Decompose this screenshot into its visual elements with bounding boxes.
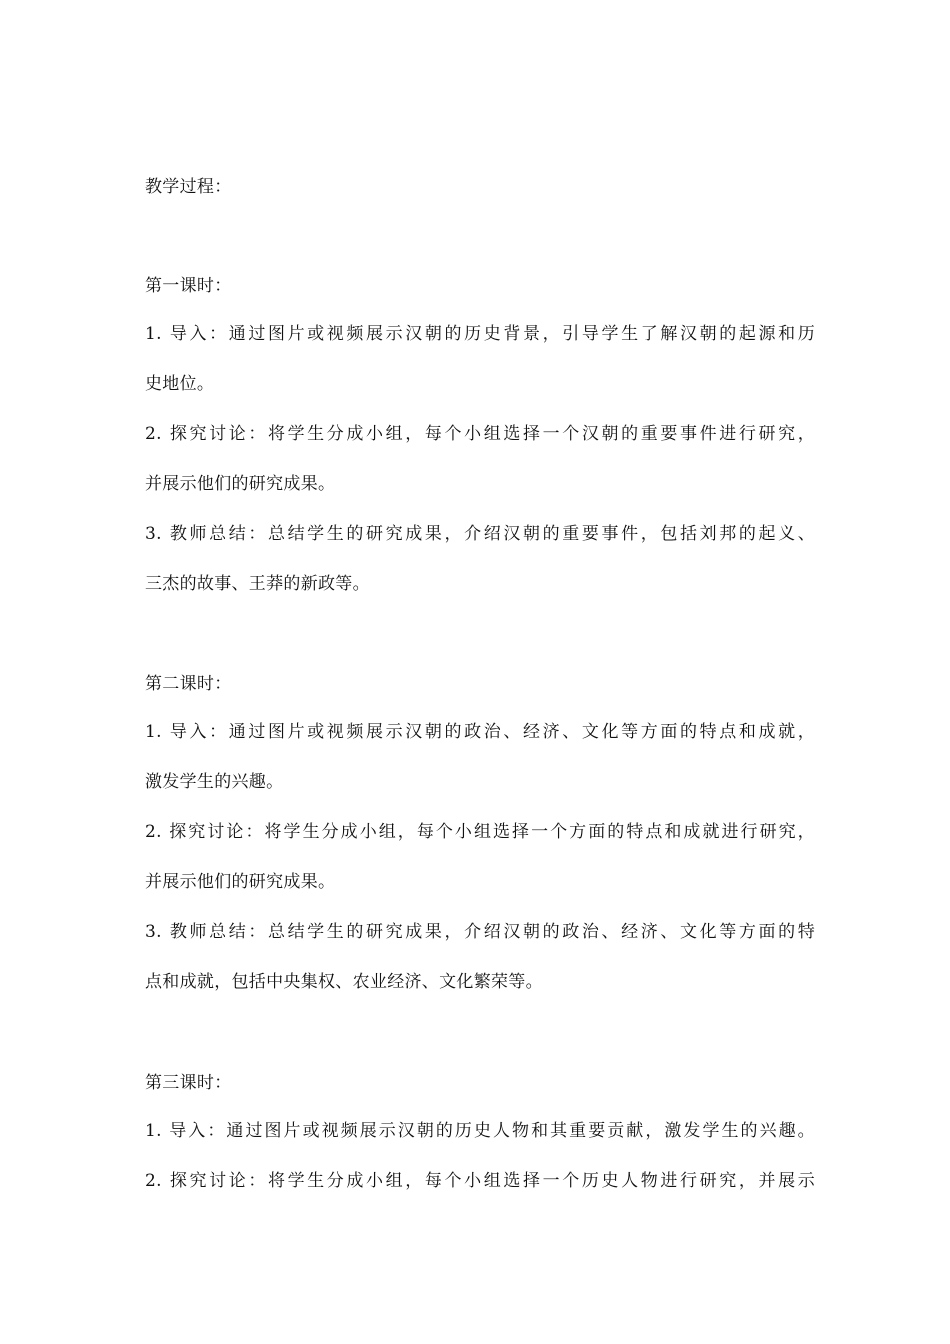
lesson-2-item-1-line-2: 激发学生的兴趣。 xyxy=(145,772,284,792)
lesson-2-item-1-line-1: 1. 导入：通过图片或视频展示汉朝的政治、经济、文化等方面的特点和成就， xyxy=(145,722,815,742)
lesson-2-item-3-line-2: 点和成就，包括中央集权、农业经济、文化繁荣等。 xyxy=(145,972,543,992)
lesson-1-item-1-line-1: 1. 导入：通过图片或视频展示汉朝的历史背景，引导学生了解汉朝的起源和历 xyxy=(145,324,815,344)
lesson-2-item-3-line-1: 3. 教师总结：总结学生的研究成果，介绍汉朝的政治、经济、文化等方面的特 xyxy=(145,922,815,942)
lesson-1-item-3-line-2: 三杰的故事、王莽的新政等。 xyxy=(145,574,370,594)
lesson-3-item-2-line-1: 2. 探究讨论：将学生分成小组，每个小组选择一个历史人物进行研究，并展示 xyxy=(145,1171,815,1191)
lesson-2-item-2-line-1: 2. 探究讨论：将学生分成小组，每个小组选择一个方面的特点和成就进行研究， xyxy=(145,822,815,842)
lesson-2-title: 第二课时： xyxy=(145,674,232,694)
section-heading: 教学过程： xyxy=(145,177,232,197)
lesson-1-item-2-line-2: 并展示他们的研究成果。 xyxy=(145,474,336,494)
lesson-1-item-1-line-2: 史地位。 xyxy=(145,374,215,394)
lesson-1-item-3-line-1: 3. 教师总结：总结学生的研究成果，介绍汉朝的重要事件，包括刘邦的起义、 xyxy=(145,524,815,544)
lesson-2-item-2-line-2: 并展示他们的研究成果。 xyxy=(145,872,336,892)
lesson-1-item-2-line-1: 2. 探究讨论：将学生分成小组，每个小组选择一个汉朝的重要事件进行研究， xyxy=(145,424,815,444)
lesson-3-item-1-line-1: 1. 导入：通过图片或视频展示汉朝的历史人物和其重要贡献，激发学生的兴趣。 xyxy=(145,1121,815,1141)
lesson-3-title: 第三课时： xyxy=(145,1073,232,1093)
lesson-1-title: 第一课时： xyxy=(145,276,232,296)
